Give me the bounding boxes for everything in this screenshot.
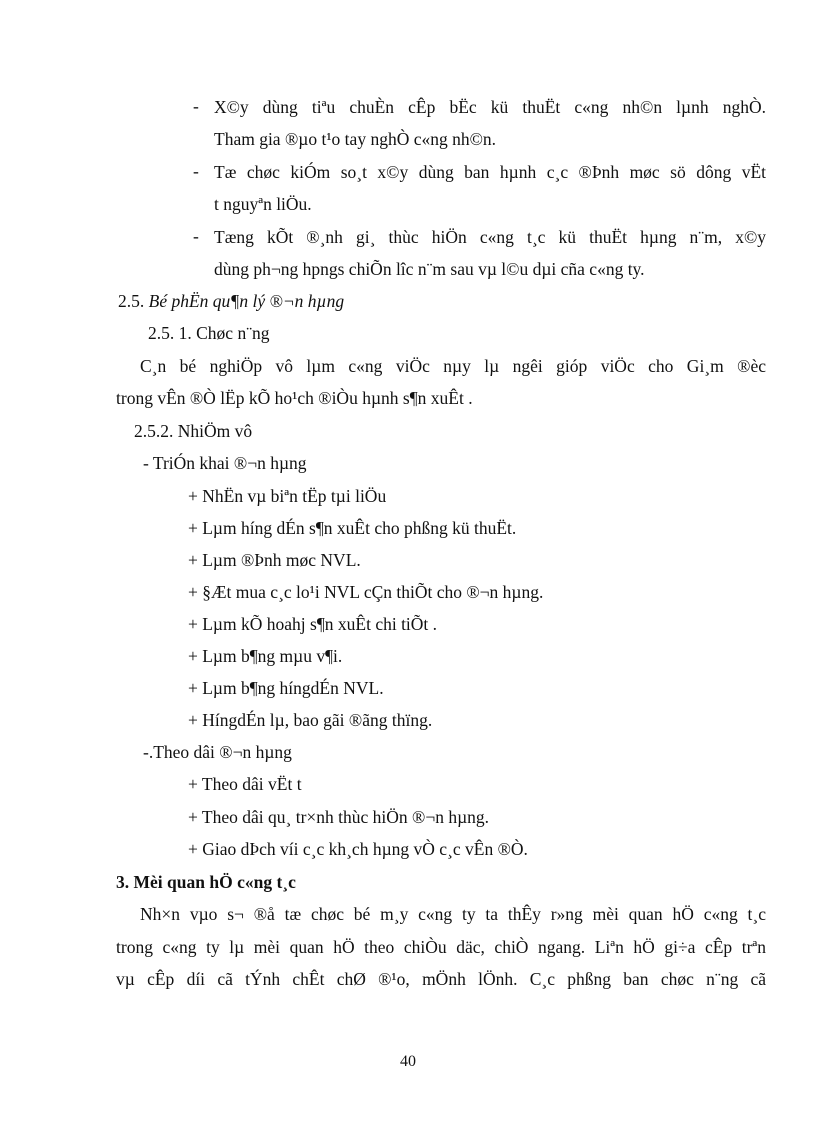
bullet-line: Tæng kÕt ®¸nh gi¸ thùc hiÖn c«ng t¸c kü thuËt hµng n¨m, x©y [214,227,766,247]
list-item: + §Æt mua c¸c lo¹i NVL cÇn thiÕt cho ®¬n hµng. [188,582,544,602]
bullet-marker: - [193,226,199,246]
bullet-line: t nguyªn liÖu. [214,194,312,214]
bullet-line: Tæ chøc kiÓm so¸t x©y dùng ban hµnh c¸c ®Þnh møc sö dông vËt [214,162,766,182]
section-heading [118,290,344,312]
list-item: + NhËn vµ biªn tËp tµi liÖu [188,486,387,506]
section-title: Bé phËn qu¶n lý ®¬n hµng [148,291,345,311]
list-item: + Lµm kÕ hoahj s¶n xuÊt chi tiÕt . [188,614,438,634]
list-item: + Theo dâi vËt t [188,774,302,794]
list-item: + Lµm híng dÉn s¶n xuÊt cho phßng kü thuËt. [188,518,517,538]
list-item: + Lµm b¶ng híngdÉn NVL. [188,678,384,698]
list-item: + Lµm b¶ng mµu v¶i. [188,646,343,666]
list-item: + Giao dÞch víi c¸c kh¸ch hµng vÒ c¸c vÊn ®Ò. [188,839,528,859]
paragraph-line: vµ cÊp díi cã tÝnh chÊt chØ ®¹o, mÖnh lÖnh. C¸c phßng ban chøc n¨ng cã [116,969,766,989]
group-heading: -.Theo dâi ®¬n hµng [143,742,292,762]
group-heading: - TriÓn khai ®¬n hµng [143,453,307,473]
paragraph-line: trong c«ng ty lµ mèi quan hÖ theo chiÒu däc, chiÒ ngang. Liªn hÖ gi÷a cÊp trªn [116,937,766,957]
paragraph-line: trong vÊn ®Ò lËp kÕ ho¹ch ®iÒu hµnh s¶n xuÊt . [116,388,473,408]
bullet-line: dùng ph¬ng hpngs chiÕn lîc n¨m sau vµ l©u dµi cña c«ng ty. [214,259,645,279]
bullet-marker: - [193,96,199,116]
bullet-line: X©y dùng tiªu chuÈn cÊp bËc kü thuËt c«ng nh©n lµnh nghÒ. [214,97,766,117]
bullet-line: Tham gia ®µo t¹o tay nghÒ c«ng nh©n. [214,129,497,149]
bullet-marker: - [193,161,199,181]
list-item: + HíngdÉn lµ, bao gãi ®ãng thïng. [188,710,433,730]
page-number: 40 [400,1053,416,1070]
list-item: + Lµm ®Þnh møc NVL. [188,550,361,570]
section-heading: 3. Mèi quan hÖ c«ng t¸c [116,872,296,892]
subsection-heading: 2.5. 1. Chøc n¨ng [148,323,270,343]
paragraph-line: Nh×n vµo s¬ ®å tæ chøc bé m¸y c«ng ty ta thÊy r»ng mèi quan hÖ c«ng t¸c [140,904,766,924]
list-item: + Theo dâi qu¸ tr×nh thùc hiÖn ®¬n hµng. [188,807,490,827]
section-number: 2.5. [118,291,145,311]
paragraph-line: C¸n bé nghiÖp vô lµm c«ng viÖc nµy lµ ngêi gióp viÖc cho Gi¸m ®èc [140,356,766,376]
subsection-heading: 2.5.2. NhiÖm vô [134,421,253,441]
